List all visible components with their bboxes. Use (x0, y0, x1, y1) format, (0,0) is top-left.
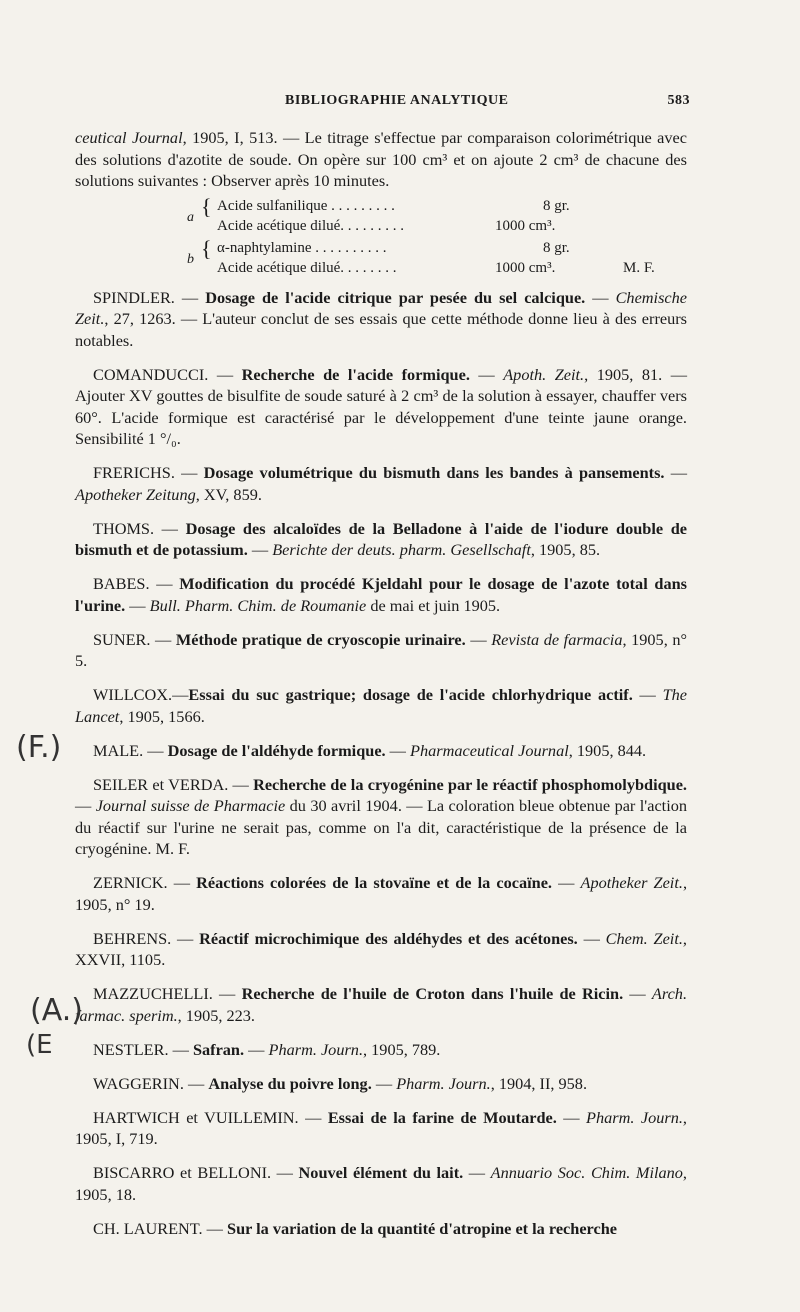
entry-details: , 1905, n° 5. (75, 629, 688, 670)
running-title: BIBLIOGRAPHIE ANALYTIQUE (285, 93, 509, 108)
bibliography-entry (75, 629, 687, 672)
bibliography-entry (75, 1218, 687, 1240)
entry-author: WAGGERIN. — (93, 1073, 209, 1093)
entry-author: BISCARRO et BELLONI. — (93, 1163, 299, 1182)
entry-details: , 27, 1263. — L'auteur conclut de ses essais que cette méthode donne lieu à des erreurs notables. (75, 309, 687, 350)
entry-title: Recherche de l'acide formique. (241, 364, 470, 384)
entry-details: , XV, 859. (195, 484, 262, 504)
entry-title: Analyse du poivre long. (208, 1073, 372, 1093)
entry-author: MAZZUCHELLI. — (93, 984, 242, 1003)
entry-separator: — (585, 287, 616, 307)
entry-separator: — (469, 364, 504, 384)
entry-source: The Lancet (75, 685, 687, 726)
entry-title: Dosage volumétrique du bismuth dans les bandes à pansements. (203, 463, 665, 482)
entry-title: Dosage de l'acide citrique par pesée du sel calcique. (205, 287, 586, 307)
entry-title: Méthode pratique de cryoscopie urinaire. (175, 629, 466, 649)
formula-b1: α-naphtylamine . . . . . . . . . . (217, 239, 387, 256)
bibliography-entry (75, 287, 687, 352)
entry-title: Dosage des alcaloïdes de la Belladone à l'aide de l'iodure double de bismuth et de potassium. (75, 518, 687, 559)
entry-author: MALE. — (93, 740, 168, 760)
formula-a2: Acide acétique dilué. . . . . . . . . (217, 217, 405, 234)
entry-separator: — (552, 873, 581, 892)
entry-details: , 1905, 789. (363, 1039, 441, 1059)
formula-b2: Acide acétique dilué. . . . . . . . (217, 259, 397, 276)
entry-author: BABES. — (93, 574, 180, 593)
entry-source: Journal suisse de Pharmacie (95, 796, 286, 815)
entry-separator: — (371, 1073, 397, 1093)
entry-author: SEILER et VERDA. — (93, 774, 254, 794)
page-header (75, 93, 690, 113)
entry-separator: — (664, 463, 687, 482)
entry-separator: — (247, 540, 273, 559)
entry-source: Chem. Zeit. (605, 928, 683, 948)
entry-author: CH. LAURENT. — (93, 1218, 228, 1238)
entry-author: SUNER. — (93, 629, 176, 649)
bibliography-entry (75, 928, 687, 971)
entry-author: BEHRENS. — (93, 928, 200, 948)
reagent-formula: a { Acide sulfanilique . . . . . . . . . 8 gr. Acide acétique dilué. . . . . . . . . 1000 cm³. b { α-naphtylamine . . . . . . . . . . 8 gr. Acide acétique dilué. . . . . . . . 1000 cm³. M. F. (75, 196, 687, 282)
entry-separator: — (463, 1163, 491, 1182)
entry-details: , 1904, II, 958. (490, 1073, 588, 1093)
entry-separator: — (556, 1107, 587, 1127)
entry-source: Apoth. Zeit. (503, 364, 585, 384)
handwritten-note-e: (E (26, 1030, 53, 1060)
entry-source: Pharmaceutical Journal (410, 740, 569, 760)
bibliography-entry (75, 983, 687, 1026)
intro-paragraph: ceutical Journal, 1905, I, 513. — Le titrage s'effectue par comparaison colorimétrique avec des solutions d'azotite de soude. On opère sur 100 cm³ et on ajoute 2 cm³ de chacune des solutions suivantes : Observer après 10 minutes. (75, 128, 688, 190)
entry-source: Chemische Zeit. (75, 287, 687, 328)
entry-separator: — (244, 1039, 269, 1059)
entry-title: Recherche de l'huile de Croton dans l'huile de Ricin. (241, 984, 624, 1003)
entry-details: de mai et juin 1905. (366, 595, 501, 615)
entry-title: Dosage de l'aldéhyde formique. (167, 740, 386, 760)
entry-details: , 1905, 844. (568, 740, 647, 760)
bibliography-entry (75, 364, 687, 450)
entry-details: , 1905, 85. (530, 540, 601, 559)
entry-title: Safran. (192, 1039, 245, 1059)
bibliography-entry (75, 740, 687, 762)
entry-separator: — (125, 595, 150, 615)
entry-author: THOMS. — (93, 518, 186, 538)
entry-author: HARTWICH et VUILLEMIN. — (93, 1107, 328, 1127)
entry-author: NESTLER. — (93, 1039, 193, 1059)
entry-separator: — (623, 984, 652, 1003)
formula-a1-value: 8 gr. (543, 197, 570, 214)
formula-a1: Acide sulfanilique . . . . . . . . . (217, 197, 395, 214)
entry-source: Pharm. Journ. (268, 1039, 364, 1059)
entry-author: ZERNICK. — (93, 873, 197, 892)
bibliography-entry (75, 462, 687, 505)
entry-source: Pharm. Journ. (586, 1107, 683, 1127)
page-number: 583 (667, 93, 690, 108)
entry-title: Essai de la farine de Moutarde. (327, 1107, 557, 1127)
entry-source: Apotheker Zeit. (580, 873, 683, 892)
formula-label-b: b (187, 251, 194, 267)
bibliography-entry (75, 1039, 687, 1061)
entry-title: Recherche de la cryogénine par le réactif phosphomolybdique. (253, 774, 687, 794)
entry-details: , 1905, 1566. (119, 706, 205, 726)
entry-title: Sur la variation de la quantité d'atropine et la recherche (227, 1218, 618, 1238)
bibliography-entry (75, 573, 687, 616)
handwritten-note-f: (F.) (16, 730, 62, 765)
entry-source: Arch. farmac. sperim. (75, 984, 688, 1025)
bibliography-entry (75, 1107, 687, 1150)
formula-label-a: a (187, 209, 194, 225)
body-text (75, 127, 687, 1252)
entry-author: COMANDUCCI. — (93, 364, 242, 384)
formula-b1-value: 8 gr. (543, 239, 570, 256)
bibliography-entry (75, 684, 687, 727)
entry-source: Pharm. Journ. (396, 1073, 491, 1093)
entry-author: FRERICHS. — (93, 463, 204, 482)
entry-title: Réactif microchimique des aldéhydes et des acétones. (199, 928, 578, 948)
formula-signature: M. F. (623, 259, 655, 276)
entry-details: , XXVII, 1105. (75, 928, 687, 969)
handwritten-note-a: (A.) (30, 993, 83, 1028)
bibliography-entry (75, 872, 687, 915)
entry-separator: — (465, 629, 492, 649)
bibliography-entries (75, 287, 687, 1240)
formula-a2-value: 1000 cm³. (495, 217, 556, 234)
entry-separator: — (385, 740, 411, 760)
entry-details: , 1905, 18. (75, 1163, 687, 1204)
entry-separator: — (632, 685, 663, 704)
entry-details: , 1905, 223. (177, 1005, 255, 1025)
bibliography-entry (75, 774, 687, 860)
entry-title: Réactions colorées de la stovaïne et de la cocaïne. (196, 873, 553, 892)
bibliography-entry (75, 1162, 687, 1205)
bibliography-entry (75, 518, 687, 561)
entry-details: du 30 avril 1904. — La coloration bleue obtenue par l'action du réactif sur l'urine ne serait pas, comme on l'a dit, caractéristique de la présence de la cryogénine. M. F. (75, 796, 687, 858)
entry-source: Bull. Pharm. Chim. de Roumanie (149, 595, 367, 615)
entry-source: Revista de farmacia (491, 629, 623, 649)
entry-author: SPINDLER. — (93, 287, 206, 307)
entry-separator: — (577, 928, 606, 948)
entry-details: , 1905, 81. — Ajouter XV gouttes de bisulfite de soude saturé à 2 cm³ de la solution à essayer, chauffer vers 60°. L'acide formique est caractérisé par le développement d'une teinte jaune orange. Sensibilité 1 °/₀. (75, 364, 687, 448)
entry-source: Berichte der deuts. pharm. Gesellschaft (272, 540, 531, 559)
entry-title: Modification du procédé Kjeldahl pour le dosage de l'azote total dans l'urine. (75, 574, 687, 615)
entry-source: Annuario Soc. Chim. Milano (490, 1163, 683, 1182)
formula-b2-value: 1000 cm³. (495, 259, 556, 276)
entry-title: Nouvel élément du lait. (298, 1163, 464, 1182)
entry-details: , 1905, I, 719. (75, 1107, 687, 1148)
bibliography-entry (75, 1073, 687, 1095)
entry-details: , 1905, n° 19. (75, 873, 688, 914)
entry-title: Essai du suc gastrique; dosage de l'acide chlorhydrique actif. (188, 685, 633, 704)
entry-author: WILLCOX.— (93, 685, 189, 704)
entry-source: Apotheker Zeitung (75, 484, 196, 504)
entry-separator: — (75, 796, 96, 815)
